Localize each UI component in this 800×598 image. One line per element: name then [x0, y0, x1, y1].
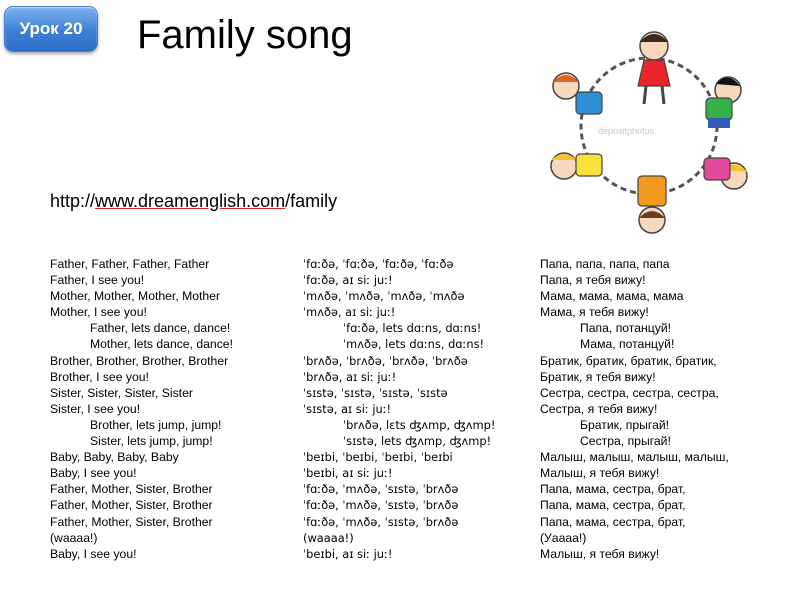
- lyric-line: ˈmʌðə, aɪ siː juː!: [303, 305, 396, 320]
- lesson-badge: [4, 6, 98, 52]
- lyric-line: Мама, я тебя вижу!: [540, 305, 649, 320]
- lyric-line: Father, Father, Father, Father: [50, 257, 210, 271]
- lyric-line: ˈmʌðə, ˈmʌðə, ˈmʌðə, ˈmʌðə: [303, 289, 465, 304]
- lyric-line: Папа, мама, сестра, брат,: [540, 514, 686, 529]
- url-prefix: http://: [50, 191, 96, 211]
- lyric-line: ˈfɑːðə, lets dɑːns, dɑːns!: [343, 321, 482, 336]
- lyric-line: Малыш, я тебя вижу!: [540, 546, 660, 561]
- lyric-line: Sister, I see you!: [50, 401, 141, 416]
- lyric-line: ˈbeɪbi, ˈbeɪbi, ˈbeɪbi, ˈbeɪbi: [303, 450, 453, 465]
- lyric-line: Братик, я тебя вижу!: [540, 369, 656, 384]
- lyric-line: (waaaa!): [50, 530, 98, 545]
- lyric-line: Братик, прыгай!: [580, 417, 670, 432]
- lyric-line: Папа, мама, сестра, брат,: [540, 482, 686, 497]
- lyric-line: Brother, I see you!: [50, 369, 149, 384]
- lyric-line: Mother, I see you!: [50, 305, 147, 320]
- song-url[interactable]: [50, 190, 337, 212]
- lyric-line: Сестра, сестра, сестра, сестра,: [540, 385, 719, 400]
- url-suffix: /family: [285, 191, 338, 211]
- lyric-line: ˈsɪstə, aɪ siː juː!: [303, 401, 392, 416]
- lyric-line: Father, Mother, Sister, Brother: [50, 482, 213, 497]
- lyric-line: Baby, Baby, Baby, Baby: [50, 450, 179, 465]
- lyric-line: ˈfɑːðə, ˈfɑːðə, ˈfɑːðə, ˈfɑːðə: [303, 257, 454, 271]
- lyric-line: Малыш, малыш, малыш, малыш,: [540, 450, 729, 465]
- english-lyrics-column: [50, 256, 233, 562]
- lyric-line: ˈsɪstə, lets ʤʌmp, ʤʌmp!: [343, 434, 492, 449]
- child-pink: [704, 158, 748, 189]
- lyric-line: ˈbeɪbi, aɪ siː juː!: [303, 466, 393, 481]
- lyric-line: Mother, lets dance, dance!: [90, 337, 233, 352]
- lyric-line: Сестра, прыгай!: [580, 434, 671, 449]
- lyric-line: (Уаааа!): [540, 530, 587, 545]
- slide-title: Family song: [137, 13, 353, 57]
- lyric-line: ˈfɑːðə, ˈmʌðə, ˈsɪstə, ˈbrʌðə: [303, 514, 459, 529]
- lyric-line: Папа, потанцуй!: [580, 321, 672, 336]
- lyric-line: Brother, Brother, Brother, Brother: [50, 353, 229, 368]
- lyric-line: Father, Mother, Sister, Brother: [50, 514, 213, 529]
- lyric-line: Father, I see you!: [50, 273, 145, 288]
- lyric-line: Малыш, я тебя вижу!: [540, 466, 660, 481]
- child-green: [706, 77, 741, 128]
- lyric-line: Sister, lets jump, jump!: [90, 434, 213, 449]
- child-yellow: [551, 153, 602, 179]
- lyric-line: Папа, мама, сестра, брат,: [540, 498, 686, 513]
- lyric-line: ˈfɑːðə, ˈmʌðə, ˈsɪstə, ˈbrʌðə: [303, 482, 459, 497]
- lyric-line: ˈfɑːðə, ˈmʌðə, ˈsɪstə, ˈbrʌðə: [303, 498, 459, 513]
- lyric-line: Мама, мама, мама, мама: [540, 289, 684, 304]
- lyric-line: Братик, братик, братик, братик,: [540, 353, 717, 368]
- lyric-line: ˈbrʌðə, aɪ siː juː!: [303, 369, 397, 384]
- lyric-line: ˈbrʌðə, ˈbrʌðə, ˈbrʌðə, ˈbrʌðə: [303, 353, 468, 368]
- lyric-line: Папа, папа, папа, папа: [540, 257, 670, 271]
- russian-lyrics-column: [540, 256, 729, 562]
- lyric-line: Мама, потанцуй!: [580, 337, 675, 352]
- transcription-column: [303, 256, 495, 562]
- lyric-line: Brother, lets jump, jump!: [90, 417, 222, 432]
- lyric-line: ˈmʌðə, lets dɑːns, dɑːns!: [343, 337, 485, 352]
- lyric-line: Father, Mother, Sister, Brother: [50, 498, 213, 513]
- lyric-line: Папа, я тебя вижу!: [540, 273, 646, 288]
- lyric-line: Baby, I see you!: [50, 546, 137, 561]
- child-blue: [553, 73, 602, 114]
- lyric-line: Sister, Sister, Sister, Sister: [50, 385, 193, 400]
- lyric-line: (waaaa!): [303, 530, 354, 545]
- url-link[interactable]: www.dreamenglish.com: [95, 191, 286, 211]
- lyric-line: Mother, Mother, Mother, Mother: [50, 289, 221, 304]
- child-red: [638, 32, 670, 104]
- lyric-line: Сестра, я тебя вижу!: [540, 401, 658, 416]
- lesson-badge-label: Урок 20: [19, 19, 83, 38]
- lyric-line: Father, lets dance, dance!: [90, 321, 231, 336]
- lyric-line: ˈsɪstə, ˈsɪstə, ˈsɪstə, ˈsɪstə: [303, 385, 448, 400]
- lyric-line: Baby, I see you!: [50, 466, 137, 481]
- lyric-line: ˈfɑːðə, aɪ siː juː!: [303, 273, 393, 288]
- lyric-line: ˈbeɪbi, aɪ siː juː!: [303, 546, 393, 561]
- watermark-text: depositphotos: [598, 126, 655, 136]
- child-orange: [638, 176, 666, 233]
- lyric-line: ˈbrʌðə, lɛts ʤʌmp, ʤʌmp!: [343, 417, 496, 432]
- children-circle-illustration: [536, 8, 762, 240]
